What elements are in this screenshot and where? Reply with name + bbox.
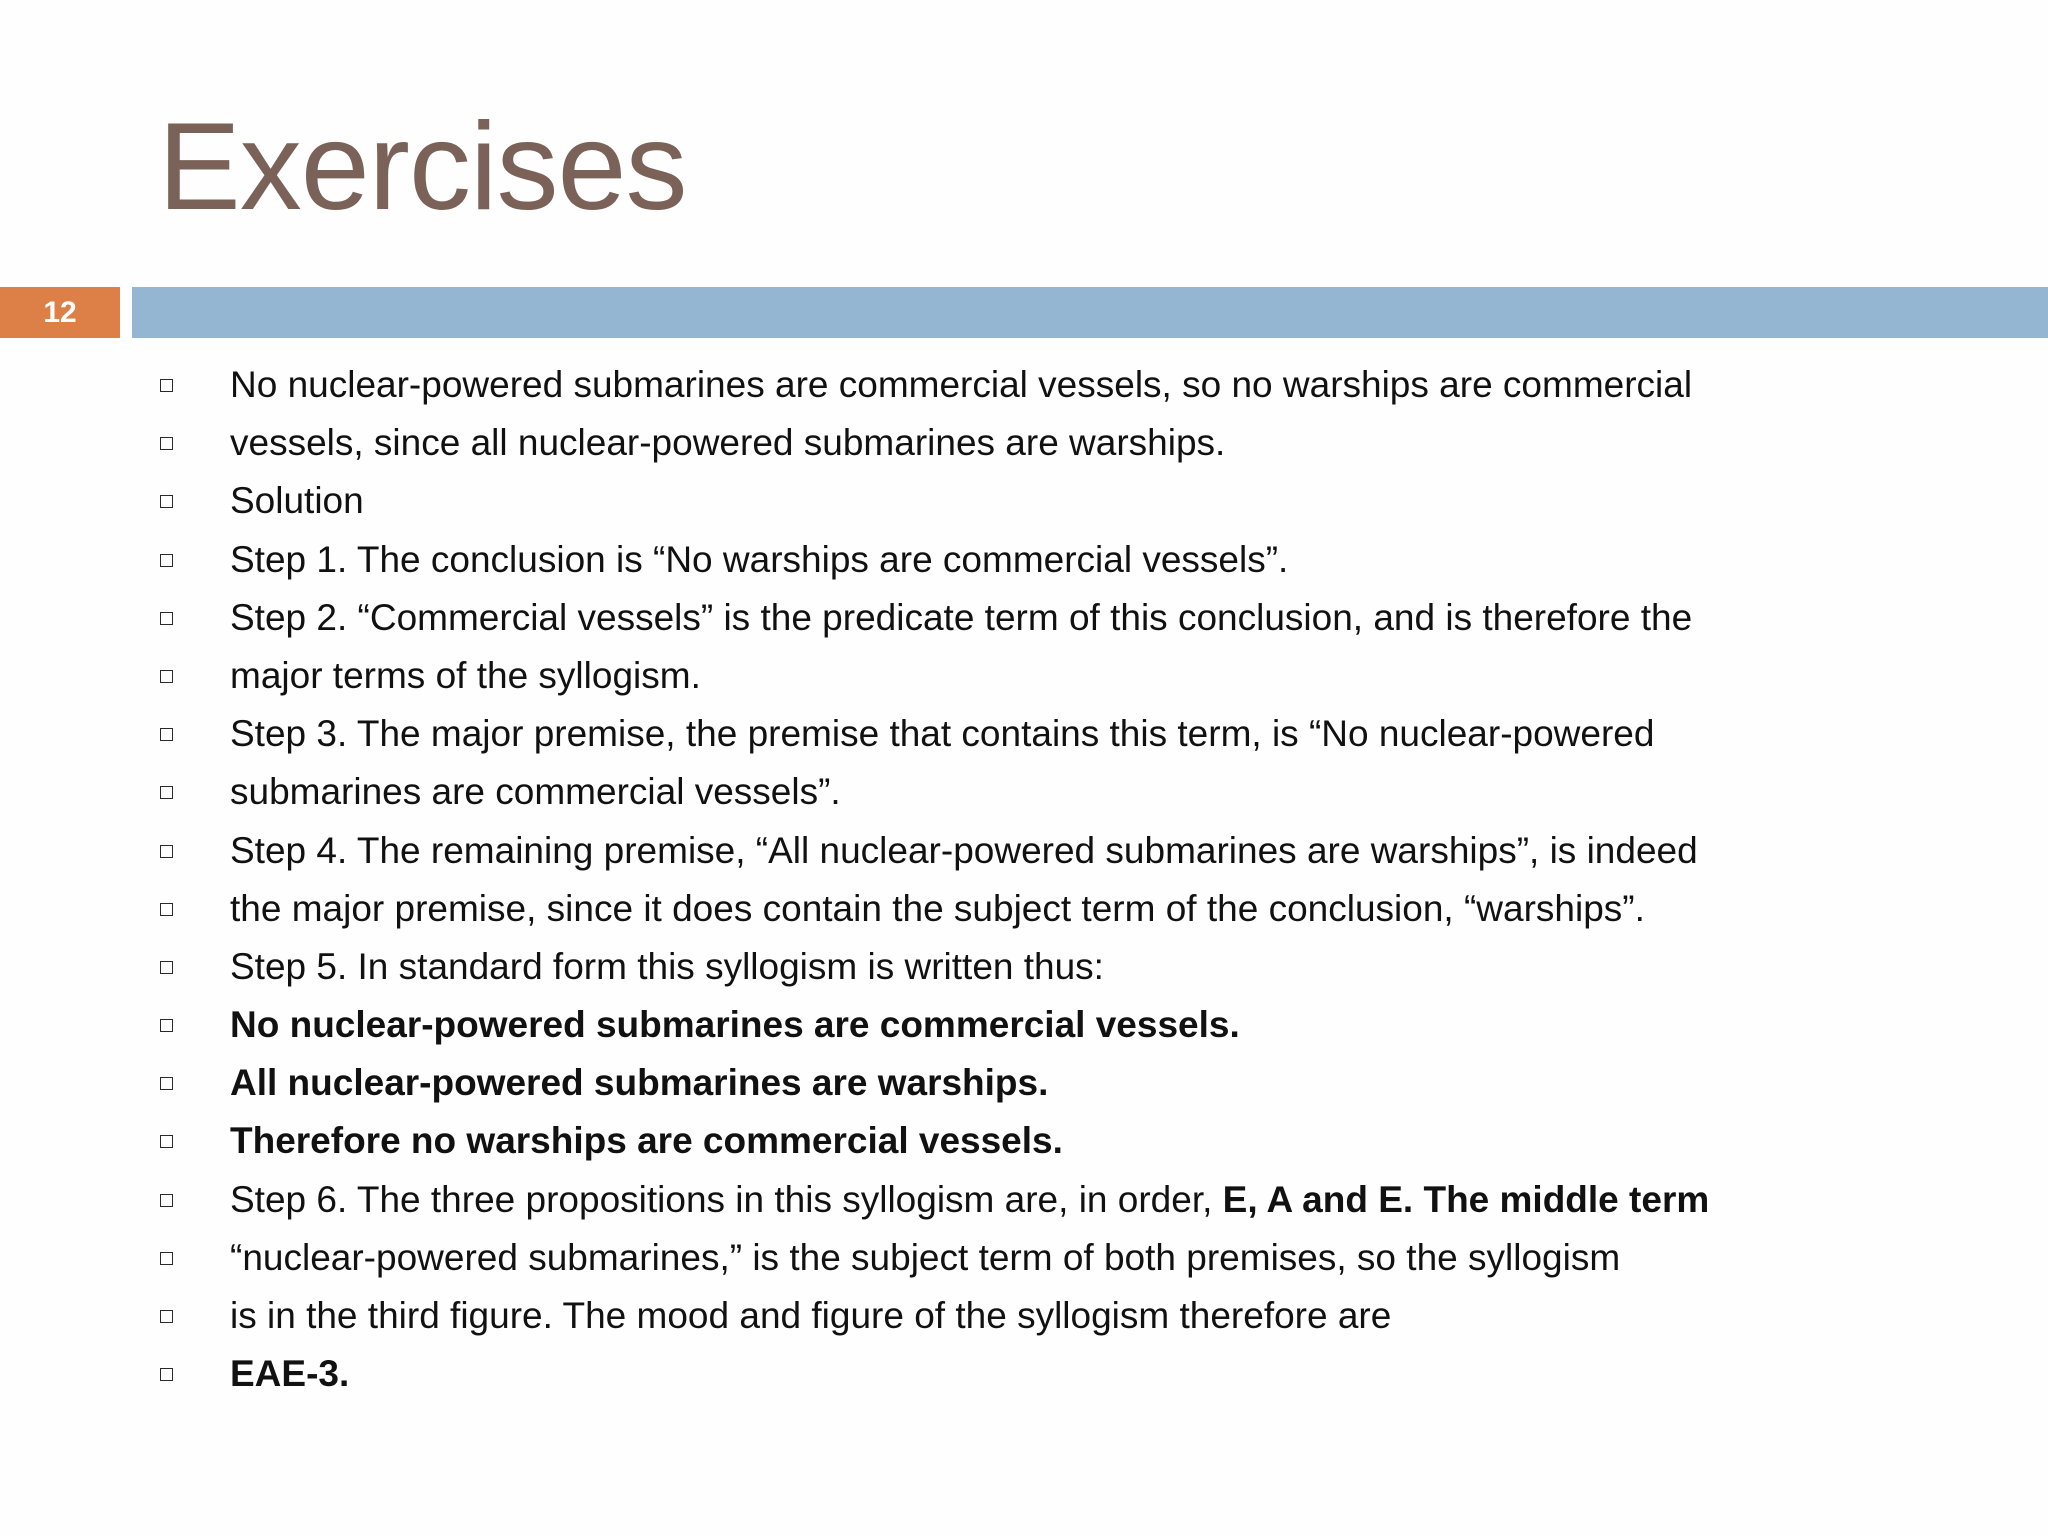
bullet-text: Step 5. In standard form this syllogism is written thus: [230,945,1104,987]
page-number-badge: 12 [0,287,120,338]
square-bullet-icon [160,1194,173,1207]
square-bullet-icon [160,612,173,625]
bullet-text: submarines are commercial vessels”. [230,771,841,813]
square-bullet-icon [160,379,173,392]
square-bullet-icon [160,1368,173,1381]
square-bullet-icon [160,1135,173,1148]
slide-title: Exercises [158,98,687,236]
square-bullet-icon [160,437,173,450]
square-bullet-icon [160,728,173,741]
square-bullet-icon [160,1019,173,1032]
bullet-text-bold: No nuclear-powered submarines are commercial vessels. [230,1004,1240,1046]
square-bullet-icon [160,670,173,683]
title-rule-bar [132,287,2048,338]
bullet-text: Step 2. “Commercial vessels” is the predicate term of this conclusion, and is therefore the [230,596,1693,638]
bullet-text: Step 1. The conclusion is “No warships are commercial vessels”. [230,538,1289,580]
bullet-text: Step 4. The remaining premise, “All nuclear-powered submarines are warships”, is indeed [230,829,1698,871]
bullet-text-bold: All nuclear-powered submarines are warships. [230,1062,1049,1104]
bullet-text-bold: Therefore no warships are commercial vessels. [230,1120,1063,1162]
bullet-text: is in the third figure. The mood and figure of the syllogism therefore are [230,1295,1392,1336]
square-bullet-icon [160,845,173,858]
bullet-text-regular-part: Step 6. The three propositions in this syllogism are, in order, [230,1178,1223,1220]
square-bullet-icon [160,1310,173,1323]
square-bullet-icon [160,1077,173,1090]
bullet-text: “nuclear-powered submarines,” is the subject term of both premises, so the syllogism [230,1236,1621,1278]
bullet-text-bold: EAE-3. [230,1353,350,1395]
bullet-text: major terms of the syllogism. [230,654,701,696]
square-bullet-icon [160,961,173,974]
bullet-text: No nuclear-powered submarines are commercial vessels, so no warships are commercial [230,364,1693,405]
square-bullet-icon [160,1252,173,1265]
bullet-text [230,1178,1709,1222]
square-bullet-icon [160,786,173,799]
square-bullet-icon [160,903,173,916]
bullet-text: Step 3. The major premise, the premise that contains this term, is “No nuclear-powered [230,713,1655,755]
bullet-text-bold-part: E, A and E. The middle term [1222,1178,1710,1220]
square-bullet-icon [160,495,173,508]
square-bullet-icon [160,554,173,567]
bullet-text: vessels, since all nuclear-powered submarines are warships. [230,422,1226,464]
bullet-text: Solution [230,480,364,522]
bullet-text: the major premise, since it does contain the subject term of the conclusion, “warships”. [230,887,1645,929]
